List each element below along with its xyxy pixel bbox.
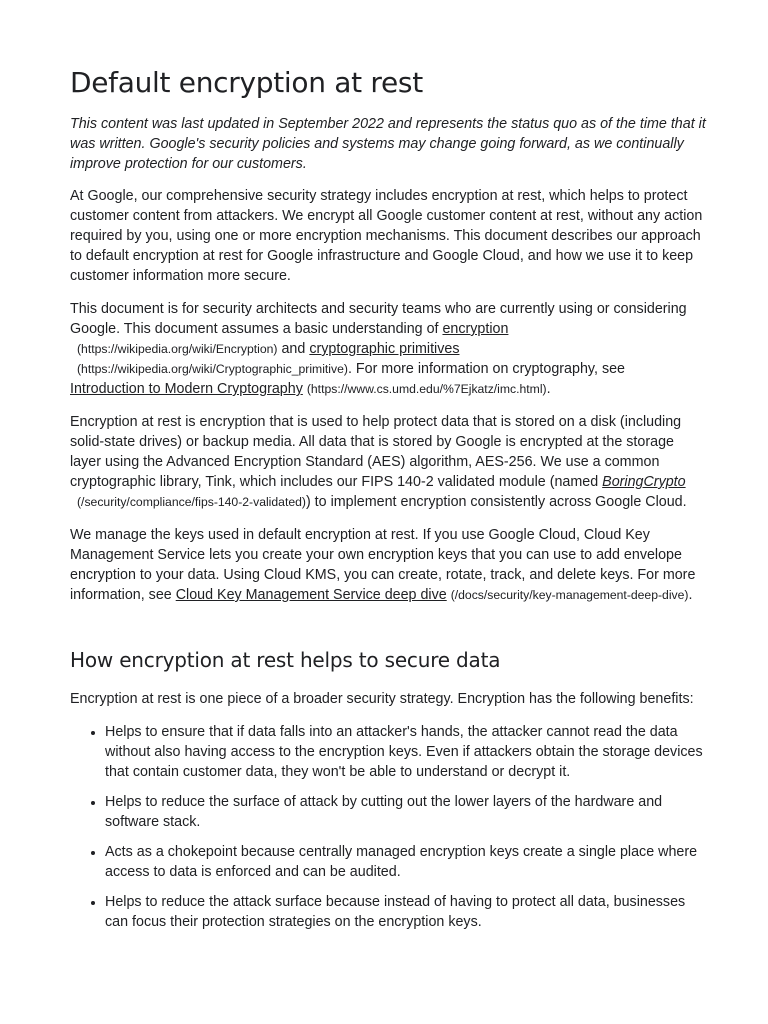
encryption-link[interactable]: encryption xyxy=(442,321,509,337)
list-item: • Acts as a chokepoint because centrally managed encryption keys create a single place where access to data is enforced and can be audited. xyxy=(105,842,706,882)
audience-paragraph xyxy=(70,299,706,399)
page-title: Default encryption at rest xyxy=(70,66,423,99)
section-heading: How encryption at rest helps to secure data xyxy=(70,648,501,672)
list-item: • Helps to ensure that if data falls into an attacker's hands, the attacker cannot read the data without also having access to the encryption keys. Even if attackers obtain the storage devices that contain customer data, they won't be able to understand or decrypt it. xyxy=(105,722,706,782)
benefits-intro: Encryption at rest is one piece of a broader security strategy. Encryption has the following benefits: xyxy=(70,691,694,707)
modern-cryptography-link[interactable]: Introduction to Modern Cryptography xyxy=(70,381,303,397)
boringcrypto-link[interactable]: BoringCrypto xyxy=(602,474,686,490)
kms-text-a: We manage the keys used in default encryption at rest. If you use Google Cloud, Cloud Key Management Service lets you create your own encryption keys that you can use to add envelope encryption to your data. Using Cloud KMS, you can create, rotate, track, and delete keys. For more information, see xyxy=(70,527,696,603)
encryption-text-b: ) to implement encryption consistently across Google Cloud. xyxy=(305,494,687,510)
audience-text-c: . For more information on cryptography, see xyxy=(347,361,625,377)
article-body xyxy=(70,66,706,942)
intro-paragraph: At Google, our comprehensive security strategy includes encryption at rest, which helps to protect customer content from attackers. We encrypt all Google customer content at rest, without any action required by you, using one or more encryption mechanisms. This document describes our approach to default encryption at rest for Google infrastructure and Google Cloud, and how we use it to keep customer information more secure. xyxy=(70,188,703,284)
cryptographic-primitives-link[interactable]: cryptographic primitives xyxy=(309,341,460,357)
list-item: • Helps to reduce the attack surface because instead of having to protect all data, businesses can focus their protection strategies on the encryption keys. xyxy=(105,892,706,932)
kms-deep-dive-url: (/docs/security/key-management-deep-dive) xyxy=(450,588,689,602)
modern-cryptography-url: (https://www.cs.umd.edu/%7Ejkatz/imc.html) xyxy=(306,382,547,396)
list-item: • Helps to reduce the surface of attack by cutting out the lower layers of the hardware and software stack. xyxy=(105,792,706,832)
encryption-text-a: Encryption at rest is encryption that is used to help protect data that is stored on a disk (including solid-state drives) or backup media. All data that is stored by Google is encrypted at the storage layer using the Advanced Encryption Standard (AES) algorithm, AES-256. We use a common cryptographic library, Tink, which includes our FIPS 140-2 validated module (named xyxy=(70,414,682,490)
encryption-at-rest-paragraph xyxy=(70,412,706,512)
benefits-list xyxy=(70,722,706,932)
audience-text-b: and xyxy=(277,341,310,357)
status-note: This content was last updated in September 2022 and represents the status quo as of the time that it was written. Google's security policies and systems may change going forward, as we continually improve protection for our customers. xyxy=(70,116,706,172)
audience-text-a: This document is for security architects and security teams who are currently using or considering Google. This document assumes a basic understanding of xyxy=(70,301,687,337)
encryption-url: (https://wikipedia.org/wiki/Encryption) xyxy=(77,342,278,356)
boringcrypto-url: (/security/compliance/fips-140-2-validated) xyxy=(77,495,306,509)
key-management-paragraph xyxy=(70,525,706,605)
kms-deep-dive-link[interactable]: Cloud Key Management Service deep dive xyxy=(175,587,447,603)
kms-text-b: . xyxy=(688,587,693,603)
audience-text-d: . xyxy=(546,381,551,397)
cryptographic-primitives-url: (https://wikipedia.org/wiki/Cryptographic_primitive) xyxy=(77,362,348,376)
